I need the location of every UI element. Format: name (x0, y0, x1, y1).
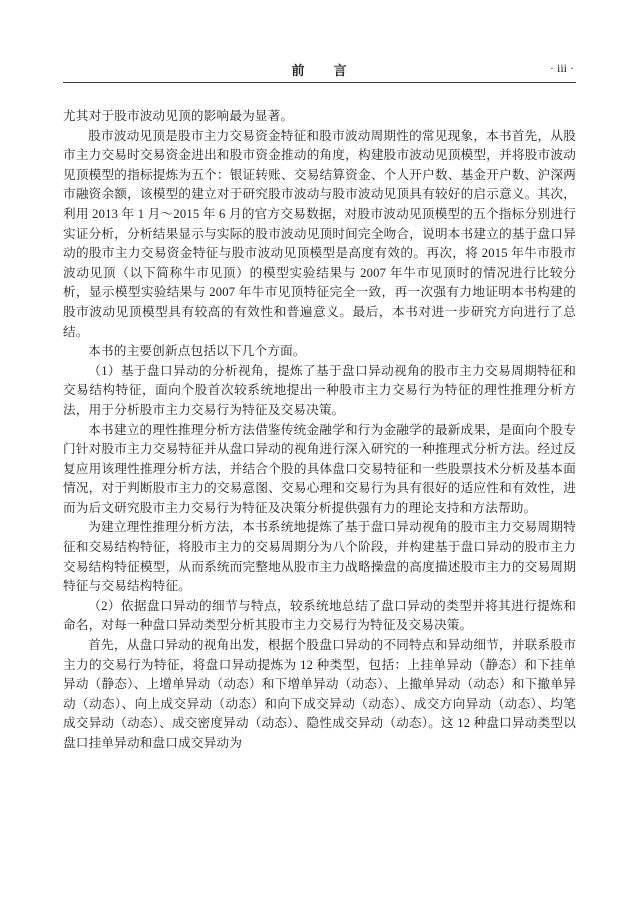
chapter-title: 前 言 (291, 63, 348, 78)
paragraph: 首先，从盘口异动的视角出发，根据个股盘口异动的不同特点和异动细节，并联系股市主力的交易行为特征，将盘口异动提炼为 12 种类型，包括：上挂单异动（静态）和下挂单异动（静态）、上增单异动（动态）和下增单异动（动态）、上撤单异动（动态）和下撤单异动（动态）、向上成交异动（动态）和向下成交异动（动态）、成交方向异动（动态）、均笔成交异动（动态）、成交密度异动（动态）、隐性成交异动（动态）。这 12 种盘口异动类型以盘口挂单异动和盘口成交异动为 (63, 638, 576, 750)
header-rule (63, 82, 576, 83)
paragraph: 尤其对于股市波动见顶的影响最为显著。 (63, 109, 294, 123)
paragraph: 本书的主要创新点包括以下几个方面。 (88, 344, 306, 359)
paragraph: 为建立理性推理分析方法，本书系统地提炼了基于盘口异动视角的股市主力交易周期特征和交易结构特征，将股市主力的交易周期分为八个阶段，并构建基于盘口异动的股市主力交易结构特征模型，从而系统而完整地从股市主力战略操盘的高度描述股市主力的交易周期特征与交易结构特征。 (63, 520, 576, 594)
paragraph: 本书建立的理性推理分析方法借鉴传统金融学和行为金融学的最新成果，是面向个股专门针对股市主力交易特征并从盘口异动的视角进行深入研究的一种推理式分析方法。经过反复应用该理性推理分析方法，并结合个股的具体盘口交易特征和一些股票技术分析及基本面情况，对于判断股市主力的交易意图、交易心理和交易行为具有很好的适应性和有效性，进而为后文研究股市主力交易行为特征及决策分析提供强有力的理论支持和方法帮助。 (63, 422, 576, 515)
paragraph: 股市波动见顶是股市主力交易资金特征和股市波动周期性的常见现象，本书首先，从股市主力交易时交易资金进出和股市资金推动的角度，构建股市波动见顶模型，并将股市波动见顶模型的指标提炼为五个：银证转账、交易结算资金、个人开户数、基金开户数、沪深两市融资余额，该模型的建立对于研究股市波动与股市波动见顶具有较好的启示意义。其次，利用 2013 年 1 月～2015 年 6 月的官方交易数据，对股市波动见顶模型的五个指标分别进行实证分析，分析结果显示与实际的股市波动见顶时间完全吻合，说明本书建立的基于盘口异动的股市主力交易资金特征与股市波动见顶模型是高度有效的。再次，将 2015 年牛市股市波动见顶（以下简称牛市见顶）的模型实验结果与 2007 年牛市见顶时的情况进行比较分析，显示模型实验结果与 2007 年牛市见顶特征完全一致，再一次强有力地证明本书构建的股市波动见顶模型具有较高的有效性和普遍意义。最后，本书对进一步研究方向进行了总结。 (63, 128, 576, 339)
page-body (63, 107, 576, 754)
paragraph: （2）依据盘口异动的细节与特点，较系统地总结了盘口异动的类型并将其进行提炼和命名，对每一种盘口异动类型分析其股市主力交易行为特征及交易决策。 (63, 598, 576, 633)
page-number: · iii · (550, 61, 574, 75)
page-header (63, 60, 576, 82)
paragraph: （1）基于盘口异动的分析视角，提炼了基于盘口异动视角的股市主力交易周期特征和交易结构特征，面向个股首次较系统地提出一种股市主力交易行为特征的理性推理分析方法，用于分析股市主力交易行为特征及交易决策。 (63, 363, 576, 417)
